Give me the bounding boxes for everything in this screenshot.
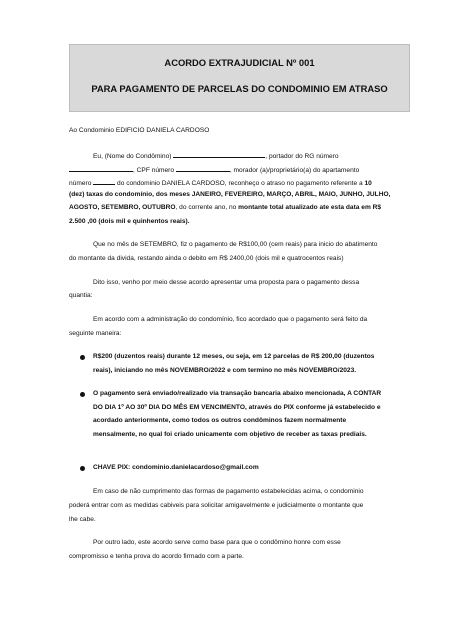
intro-line-1 [93,151,339,161]
intro-line-4: (dez) taxas do condomínio, dos meses JANEIRO, FEVEREIRO, MARÇO, ABRIL, MAIO, JUNHO, JULHO, [69,191,391,198]
bullet2-line-1: O pagamento será enviado/realizado via transação bancaria abaixo mencionada, A CONTAR [93,390,382,397]
default-line-1: Em caso de não cumprimento das formas de pagamento estabelecidas acima, o condominio [93,488,364,495]
agreement-line-2: seguinte maneira: [69,330,122,337]
intro-total-label: montante total atualizado ate esta data em R$ [238,204,382,211]
agreement-line-1: Em acordo com a administração do condomínio, fico acordado que o pagamento será feito da [93,316,368,323]
pix-key-line: CHAVE PIX: condominio.danielacardoso@gmail.com [93,464,259,471]
intro-line-5 [69,205,381,212]
bullet1-line-2: reais), iniciando no mês NOVEMBRO/2022 e com termino no mês NOVEMBRO/2023. [93,367,357,374]
apartment-blank [93,178,115,185]
intro-number-label: número [69,180,92,187]
payment-line-1: Que no mês de SETEMBRO, fiz o pagamento de R$100,00 (cem reais) para inicio do abatimento [93,241,378,248]
payment-line-2: do montante da divida, restando ainda o debito em R$ 2400,00 (dois mil e quatrocentos reais) [69,255,344,262]
proposal-line-2: quantia: [69,292,93,299]
intro-condo-text: do condominio DANIELA CARDOSO, reconheço o atraso no pagamento referente a [117,180,365,187]
intro-line-3 [69,178,372,188]
document-title: ACORDO EXTRAJUDICIAL Nº 001 [164,57,315,68]
bullet2-line-2: DO DIA 1º AO 30º DIA DO MÊS EM VENCIMENTO, através do PIX conforme já estabelecido e [93,404,381,411]
intro-rg-label: , portador do RG número [265,153,339,160]
cpf-blank [176,165,230,172]
rg-blank [69,165,133,172]
bullet-icon [80,392,85,397]
intro-line-6: 2.500 ,00 (dois mil e quinhentos reais). [69,218,190,225]
name-blank [173,151,265,158]
intro-apartment-label: , morador (a)/proprietário(a) do apartamento [229,167,360,174]
addressee-line: Ao Condominio EDIFICIO DANIELA CARDOSO [69,127,210,134]
bullet2-line-4: mensalmente, no qual foi criado unicamente com objetivo de receber as taxas prediais. [93,431,367,438]
default-line-3: lhe cabe. [69,516,96,523]
title-box [69,44,410,112]
bullet2-line-3: acordado anteriormente, como todos os outros condôminos fazem normalmente [93,417,347,424]
bullet-icon [80,355,85,360]
default-line-2: poderá entrar com as medidas cabiveis para solicitar amigavelmente e judicialmente o montante que [69,502,364,509]
intro-name-label: Eu, (Nome do Condômino) [93,153,172,160]
intro-cpf-label: , CPF número [133,167,175,174]
document-subtitle: PARA PAGAMENTO DE PARCELAS DO CONDOMINIO EM ATRASO [91,83,388,94]
intro-line-2 [69,165,359,175]
bullet-icon [80,466,85,471]
closing-line-1: Por outro lado, este acordo serve como base para que o condômino honre com esse [93,539,341,546]
bullet1-line-1: R$200 (duzentos reais) durante 12 meses, ou seja, em 12 parcelas de R$ 200,00 (duzentos [93,353,375,360]
closing-line-2: compromisso e tenha prova do acordo firmado com a parte. [69,553,244,560]
intro-year-text: , do corrente ano, no [175,204,239,211]
proposal-line-1: Dito isso, venho por meio desse acordo apresentar uma proposta para o pagamento dessa [93,279,360,286]
intro-months-end: AGOSTO, SETEMBRO, OUTUBRO [69,204,176,211]
intro-count: 10 [364,180,372,187]
